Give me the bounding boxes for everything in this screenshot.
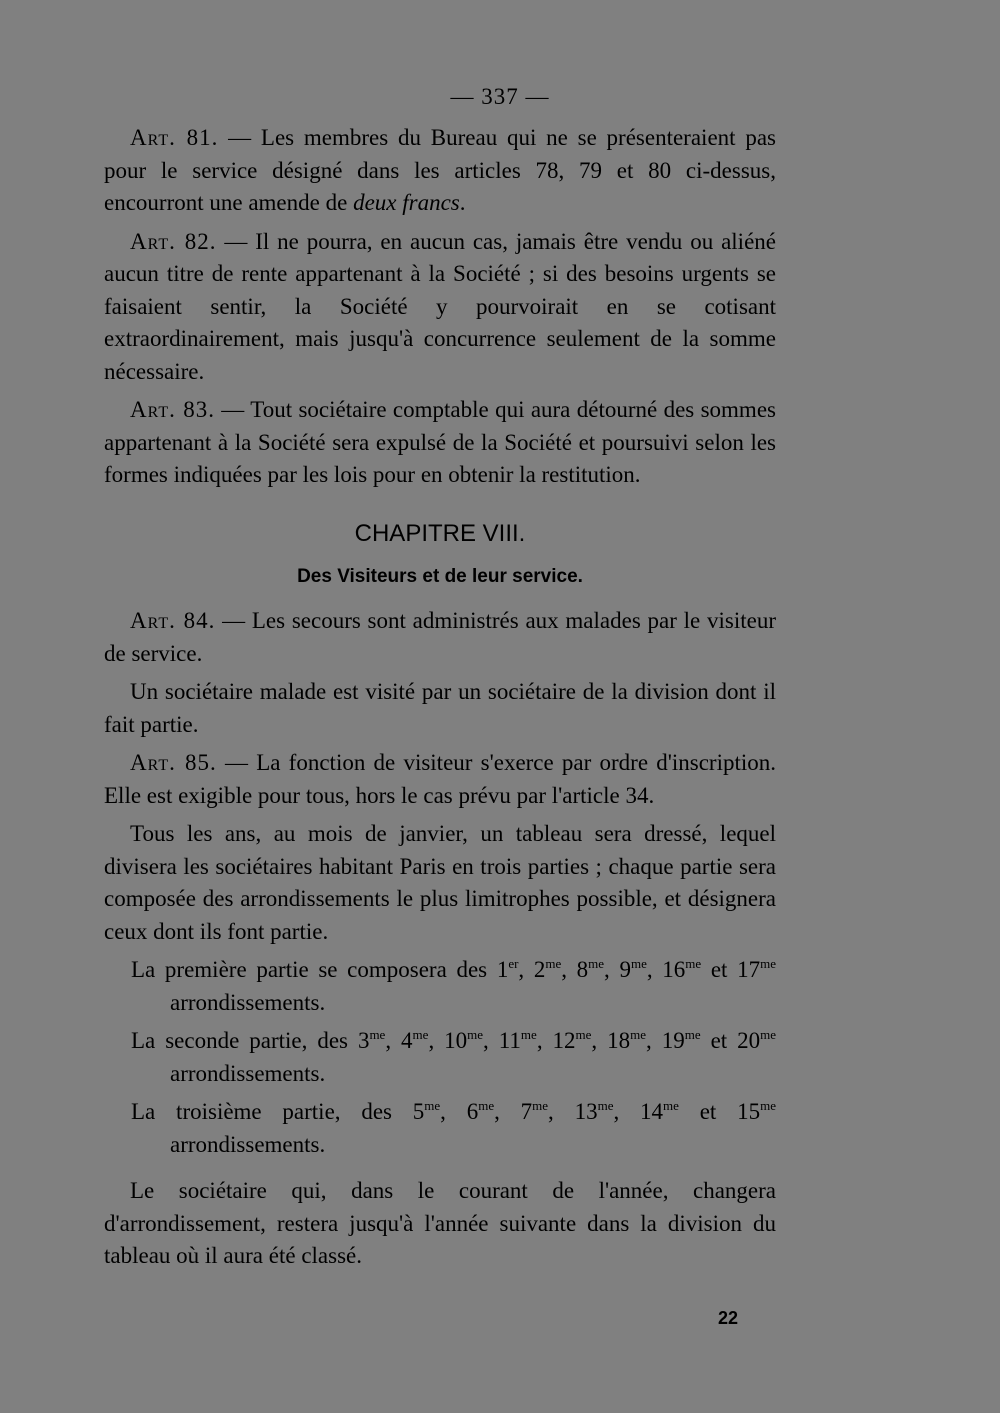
arrondissement-number: 20 [737, 1028, 761, 1053]
arrondissement-number: 5 [412, 1099, 425, 1124]
arrondissement-number: 12 [552, 1028, 576, 1053]
ordinal-suffix: me [520, 1027, 537, 1042]
article-text: — Les secours sont administrés aux malades par le visiteur de service. [104, 608, 776, 666]
article-label: Art. 84. [130, 608, 216, 633]
article-83 [104, 394, 776, 492]
division-part-2: La seconde partie, des $3^{me}$, $4^{me}$, $10^{me}$, $11^{me}$, $12^{me}$, $18^{me}$, $19^{me}$ et $20^{me}$ arrondissements. [131, 1027, 777, 1086]
article-82 [104, 226, 776, 389]
arrondissement-number: 18 [607, 1028, 631, 1053]
ordinal-suffix: me [630, 956, 647, 971]
arrondissement-number: 8 [576, 957, 589, 982]
arrondissement-number: 19 [661, 1028, 685, 1053]
arrondissement-number: 3 [357, 1028, 370, 1053]
article-85-paragraph-2: Tous les ans, au mois de janvier, un tableau sera dressé, lequel divisera les sociétaires habitant Paris en trois parties ; chaque partie sera composée des arrondissements le plus limitrophes possible, et désignera ceux dont ils font partie. [104, 821, 776, 944]
ordinal-suffix: me [545, 956, 562, 971]
arrondissement-number: 6 [466, 1099, 479, 1124]
article-label: Art. 82. [130, 228, 217, 254]
ordinal-suffix: me [575, 1027, 592, 1042]
part-intro: La seconde partie, des [131, 1028, 358, 1053]
article-text: — Il ne pourra, en aucun cas, jamais être vendu ou aliéné aucun titre de rente appartenant à la Société ; si des besoins urgents se faisaient sentir, la Société y pourvoirait en se cotisant extraordinairement, mais jusqu'à concurrence seulement de la somme nécessaire. [104, 228, 776, 384]
part-end: arrondissements. [170, 1131, 326, 1157]
ordinal-suffix: me [478, 1098, 495, 1113]
article-text: — Les membres du Bureau qui ne se présenteraient pas pour le service désigné dans les articles 78, 79 et 80 ci-dessus, encourront une amende de [104, 125, 776, 215]
division-part-1: La première partie se composera des 1er, $2^{me}$, $8^{me}$, $9^{me}$, $16^{me}$ et $17^{me}$ arrondissements. [131, 956, 776, 1015]
ordinal-suffix: me [663, 1098, 679, 1113]
arrondissement-number: 7 [520, 1099, 533, 1124]
conjunction: et [678, 1099, 738, 1124]
ordinal-suffix: me [369, 1027, 386, 1042]
article-label: Art. 81. [130, 125, 219, 150]
final-paragraph: Le sociétaire qui, dans le courant de l'année, changera d'arrondissement, restera jusqu'à l'année suivante dans la division du tableau où il aura été classé. [104, 1178, 776, 1268]
article-label: Art. 83. [130, 397, 215, 422]
part-intro: La troisième partie, des [131, 1099, 413, 1124]
arrondissement-number: 1 [496, 957, 509, 982]
conjunction: et [700, 1028, 738, 1053]
page-number: — 337 — [450, 84, 550, 109]
ordinal-suffix: me [424, 1098, 441, 1113]
ordinal-suffix: er [508, 956, 519, 971]
ordinal-suffix: me [597, 1098, 614, 1113]
part-intro: La première partie se composera des [131, 957, 497, 982]
chapter-title: CHAPITRE VIII. [354, 519, 526, 547]
ordinal-suffix: me [467, 1027, 484, 1042]
arrondissement-number: 15 [737, 1099, 761, 1124]
arrondissement-number: 14 [640, 1099, 664, 1124]
part-end: arrondissements. [170, 989, 326, 1015]
division-part-3: La troisième partie, des $5^{me}$, $6^{me}$, $7^{me}$, $13^{me}$, $14^{me}$ et $15^{me}$ arrondissements. [131, 1098, 776, 1157]
emphasis-text: deux francs [353, 190, 460, 215]
ordinal-suffix: me [685, 956, 702, 971]
arrondissement-number: 13 [574, 1099, 598, 1124]
arrondissement-number: 2 [533, 957, 546, 982]
part-end: arrondissements. [170, 1060, 326, 1086]
arrondissement-number: 11 [498, 1028, 521, 1053]
article-84-paragraph-2: Un sociétaire malade est visité par un sociétaire de la division dont il fait partie. [104, 679, 776, 737]
chapter-subtitle: Des Visiteurs et de leur service. [297, 565, 583, 587]
ordinal-suffix: me [630, 1027, 647, 1042]
arrondissement-number: 17 [737, 957, 761, 982]
article-84 [104, 605, 776, 670]
ordinal-suffix: me [684, 1027, 701, 1042]
ordinal-suffix: me [412, 1027, 429, 1042]
ordinal-suffix: me [760, 956, 776, 971]
ordinal-suffix: me [532, 1098, 549, 1113]
ordinal-suffix: me [760, 1027, 777, 1042]
article-85 [104, 747, 776, 812]
arrondissement-number: 4 [401, 1028, 413, 1053]
article-81 [104, 122, 776, 220]
conjunction: et [701, 957, 738, 982]
ordinal-suffix: me [588, 956, 605, 971]
signature-mark: 22 [718, 1308, 739, 1328]
article-text: — La fonction de visiteur s'exerce par ordre d'inscription. Elle est exigible pour tous, hors le cas prévu par l'article 34. [104, 750, 776, 808]
body-text [104, 122, 776, 1273]
article-end: . [459, 190, 466, 215]
ordinal-suffix: me [760, 1098, 776, 1113]
article-text: — Tout sociétaire comptable qui aura détourné des sommes appartenant à la Société sera expulsé de la Société et poursuivi selon les formes indiquées par les lois pour en obtenir la restitution. [104, 397, 776, 487]
arrondissement-number: 10 [444, 1028, 468, 1053]
article-label: Art. 85. [130, 750, 217, 775]
arrondissement-number: 16 [662, 957, 686, 982]
arrondissement-number: 9 [619, 957, 631, 982]
